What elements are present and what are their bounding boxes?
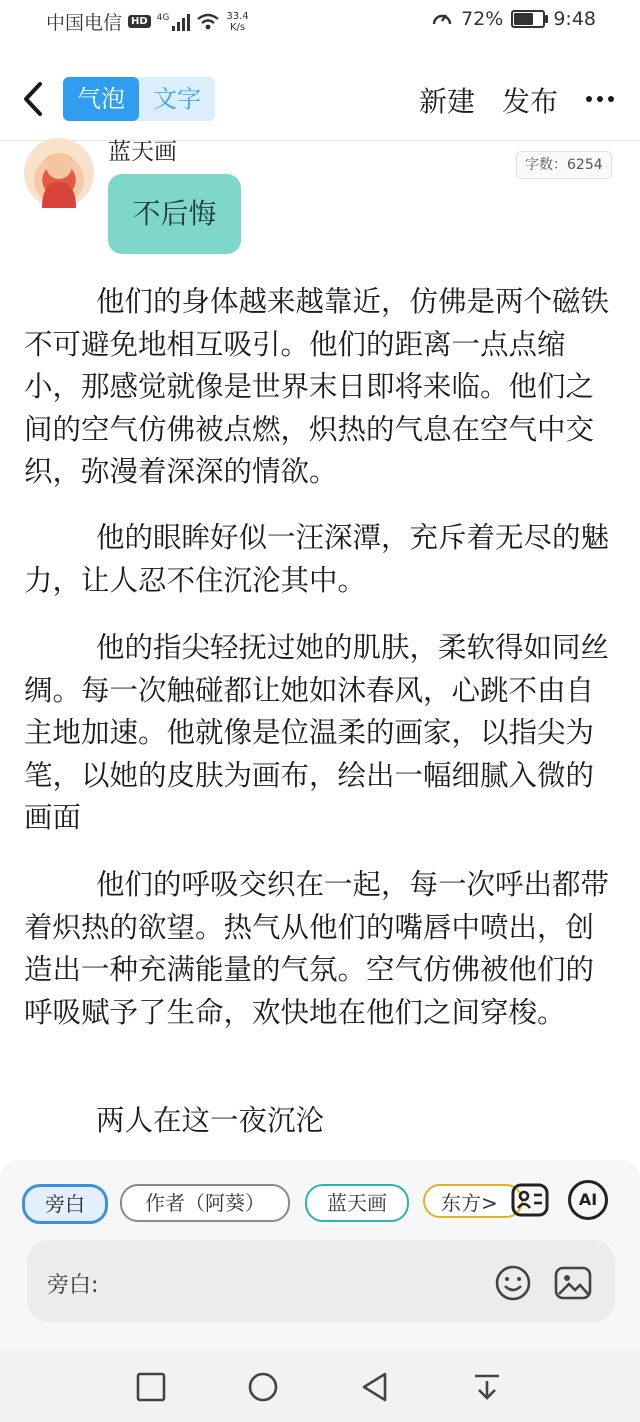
- top-nav: [0, 64, 640, 134]
- clock: 9:48: [553, 8, 596, 30]
- composer-panel: [0, 1160, 640, 1422]
- composer-input[interactable]: [27, 1240, 615, 1322]
- role-list-icon[interactable]: [510, 1180, 550, 1220]
- mode-toggle: [63, 77, 215, 121]
- mode-text-tab[interactable]: 文字: [153, 85, 201, 113]
- word-count-badge: 字数：6254: [516, 151, 612, 179]
- signal-icon: [157, 13, 191, 31]
- role-selector: [22, 1184, 498, 1224]
- paragraph[interactable]: 他们的呼吸交织在一起，每一次呼出都带着炽热的欲望。热气从他们的嘴唇中喷出，创造出一种充满能量的气氛。空气仿佛被他们的呼吸赋予了生命，欢快地在他们之间穿梭。: [24, 868, 610, 1029]
- paragraph[interactable]: 他的眼眸好似一汪深潭，充斥着无尽的魅力，让人忍不住沉沦其中。: [24, 521, 610, 597]
- recent-apps-icon[interactable]: [134, 1370, 168, 1404]
- new-button[interactable]: 新建: [419, 85, 476, 118]
- emoji-icon[interactable]: [494, 1264, 532, 1302]
- image-icon[interactable]: [553, 1264, 593, 1302]
- speed-unit: K/s: [229, 21, 246, 33]
- composer-role-label: 旁白:: [47, 1273, 99, 1298]
- more-icon[interactable]: [586, 96, 614, 102]
- network-type: 4G: [156, 12, 170, 23]
- carrier-name: 中国电信: [46, 12, 123, 34]
- status-bar: [0, 0, 640, 44]
- role-chip-sender[interactable]: 蓝天画: [305, 1184, 409, 1222]
- mode-bubble-tab[interactable]: 气泡: [63, 77, 139, 121]
- notification-pull-icon[interactable]: [470, 1370, 504, 1404]
- paragraph[interactable]: 两人在这一夜沉沦: [96, 1104, 325, 1137]
- ai-button[interactable]: AI: [568, 1180, 608, 1220]
- network-speed: [226, 11, 248, 33]
- publish-button[interactable]: 发布: [502, 85, 559, 118]
- back-nav-icon[interactable]: [358, 1370, 392, 1404]
- speed-value: 33.4: [226, 10, 249, 22]
- paragraph[interactable]: 他的指尖轻抚过她的肌肤，柔软得如同丝绸。每一次触碰都让她如沐春风，心跳不由自主地加速。他就像是位温柔的画家，以指尖为笔，以她的皮肤为画布，绘出一幅细腻入微的画面: [24, 631, 610, 834]
- role-chip-narration[interactable]: 旁白: [22, 1184, 108, 1224]
- sender-name: 蓝天画: [108, 139, 177, 165]
- battery-icon: [511, 10, 545, 28]
- message-bubble[interactable]: 不后悔: [108, 174, 241, 254]
- battery-percent: 72%: [461, 8, 504, 30]
- system-nav-bar: [0, 1350, 640, 1422]
- role-chip-partial[interactable]: 东方>: [423, 1184, 523, 1218]
- wifi-icon: [196, 13, 220, 31]
- avatar-illustration: [24, 138, 94, 208]
- back-icon[interactable]: [20, 80, 50, 118]
- hd-badge: HD: [128, 15, 151, 28]
- avatar[interactable]: [24, 138, 94, 208]
- home-icon[interactable]: [246, 1370, 280, 1404]
- story-content: [0, 141, 640, 1161]
- paragraph[interactable]: 他们的身体越来越靠近，仿佛是两个磁铁不可避免地相互吸引。他们的距离一点点缩小，那感觉就像是世界末日即将来临。他们之间的空气仿佛被点燃，炽热的气息在空气中交织，弥漫着深深的情欲。: [24, 285, 610, 488]
- role-chip-author[interactable]: 作者（阿葵）: [120, 1184, 290, 1222]
- performance-icon: [431, 8, 453, 30]
